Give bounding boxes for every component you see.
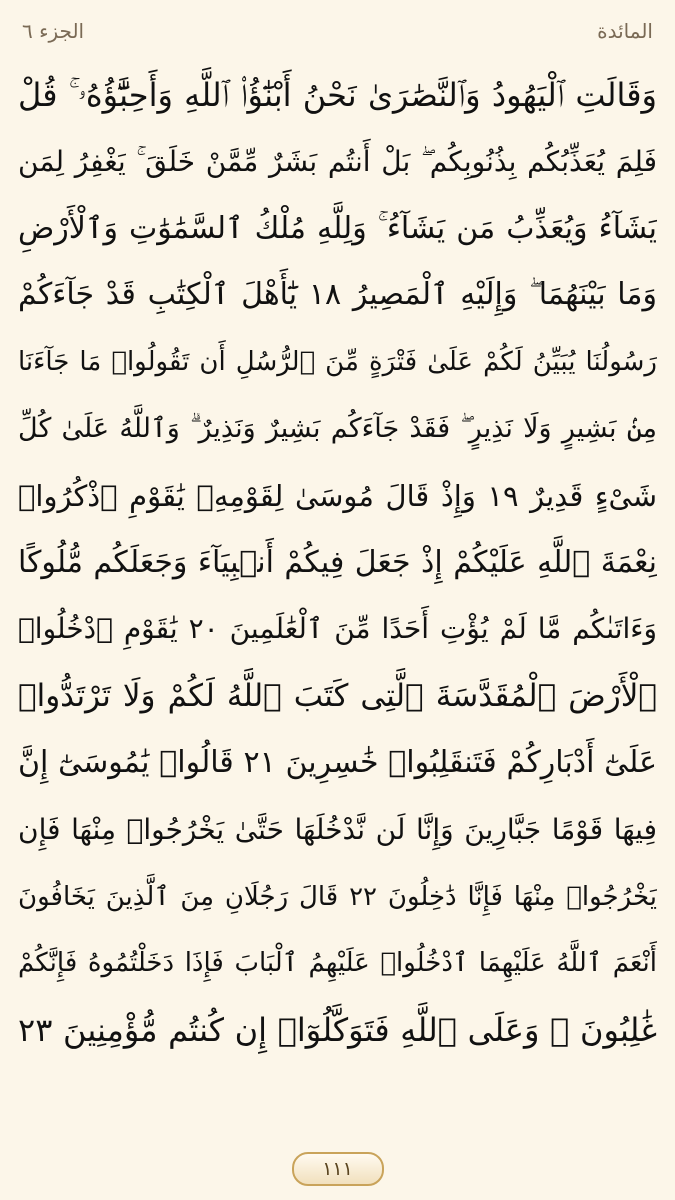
verse-line: فَلِمَ يُعَذِّبُكُم بِذُنُوبِكُم ۖ بَلْ أَنتُم بَشَرٌ مِّمَّنْ خَلَقَ ۚ يَغْفِرُ لِمَن: [18, 144, 657, 178]
verse-line: يَشَآءُ وَيُعَذِّبُ مَن يَشَآءُ ۚ وَلِلَّهِ مُلْكُ ٱلسَّمَٰوَٰتِ وَٱلْأَرْضِ: [18, 210, 657, 246]
juz-label: الجزء ٦: [22, 19, 85, 43]
verse-line: فِيهَا قَوْمًا جَبَّارِينَ وَإِنَّا لَن نَّدْخُلَهَا حَتَّىٰ يَخْرُجُوا۟ مِنْهَا فَإِن: [18, 812, 657, 846]
verse-line: شَىْءٍ قَدِيرٌ ١٩ وَإِذْ قَالَ مُوسَىٰ لِقَوْمِهِۦ يَٰقَوْمِ ٱذْكُرُوا۟: [18, 478, 657, 513]
verse-line: يَخْرُجُوا۟ مِنْهَا فَإِنَّا دَٰخِلُونَ ٢٢ قَالَ رَجُلَانِ مِنَ ٱلَّذِينَ يَخَافُونَ: [18, 881, 657, 912]
verse-line: وَقَالَتِ ٱلْيَهُودُ وَٱلنَّصَٰرَىٰ نَحْنُ أَبْنَٰٓؤُا۟ ٱللَّهِ وَأَحِبَّٰٓؤُهُۥ ۚ قُلْ: [18, 76, 657, 114]
verse-line: غَٰلِبُونَ ۚ وَعَلَى ٱللَّهِ فَتَوَكَّلُوٓا۟ إِن كُنتُم مُّؤْمِنِينَ ٢٣: [18, 1011, 657, 1050]
verse-line: رَسُولُنَا يُبَيِّنُ لَكُمْ عَلَىٰ فَتْرَةٍ مِّنَ ٱلرُّسُلِ أَن تَقُولُوا۟ مَا جَآءَنَا: [18, 347, 657, 378]
verse-line: وَمَا بَيْنَهُمَا ۖ وَإِلَيْهِ ٱلْمَصِيرُ ١٨ يَٰٓأَهْلَ ٱلْكِتَٰبِ قَدْ جَآءَكُمْ: [18, 277, 657, 313]
surah-name: المائدة: [597, 19, 653, 43]
verse-line: نِعْمَةَ ٱللَّهِ عَلَيْكُمْ إِذْ جَعَلَ فِيكُمْ أَنۢبِيَآءَ وَجَعَلَكُم مُّلُوكًا: [18, 544, 657, 580]
page-header: [0, 0, 675, 62]
verse-line: أَنْعَمَ ٱللَّهُ عَلَيْهِمَا ٱدْخُلُوا۟ عَلَيْهِمُ ٱلْبَابَ فَإِذَا دَخَلْتُمُوهُ فَإِنَّكُمْ: [18, 948, 657, 979]
verse-text-block: [18, 62, 657, 1064]
verse-line: ٱلْأَرْضَ ٱلْمُقَدَّسَةَ ٱلَّتِى كَتَبَ ٱللَّهُ لَكُمْ وَلَا تَرْتَدُّوا۟: [18, 678, 657, 715]
verse-line: عَلَىٰٓ أَدْبَارِكُمْ فَتَنقَلِبُوا۟ خَٰسِرِينَ ٢١ قَالُوا۟ يَٰمُوسَىٰٓ إِنَّ: [18, 744, 657, 780]
verse-line: وَءَاتَىٰكُم مَّا لَمْ يُؤْتِ أَحَدًا مِّنَ ٱلْعَٰلَمِينَ ٢٠ يَٰقَوْمِ ٱدْخُلُوا۟: [18, 612, 657, 646]
page-number-badge: ١١١: [292, 1152, 384, 1186]
verse-line: مِنۢ بَشِيرٍ وَلَا نَذِيرٍ ۖ فَقَدْ جَآءَكُم بَشِيرٌ وَنَذِيرٌ ۗ وَٱللَّهُ عَلَىٰ كُلِّ: [18, 412, 657, 444]
page-footer: [0, 1152, 675, 1186]
